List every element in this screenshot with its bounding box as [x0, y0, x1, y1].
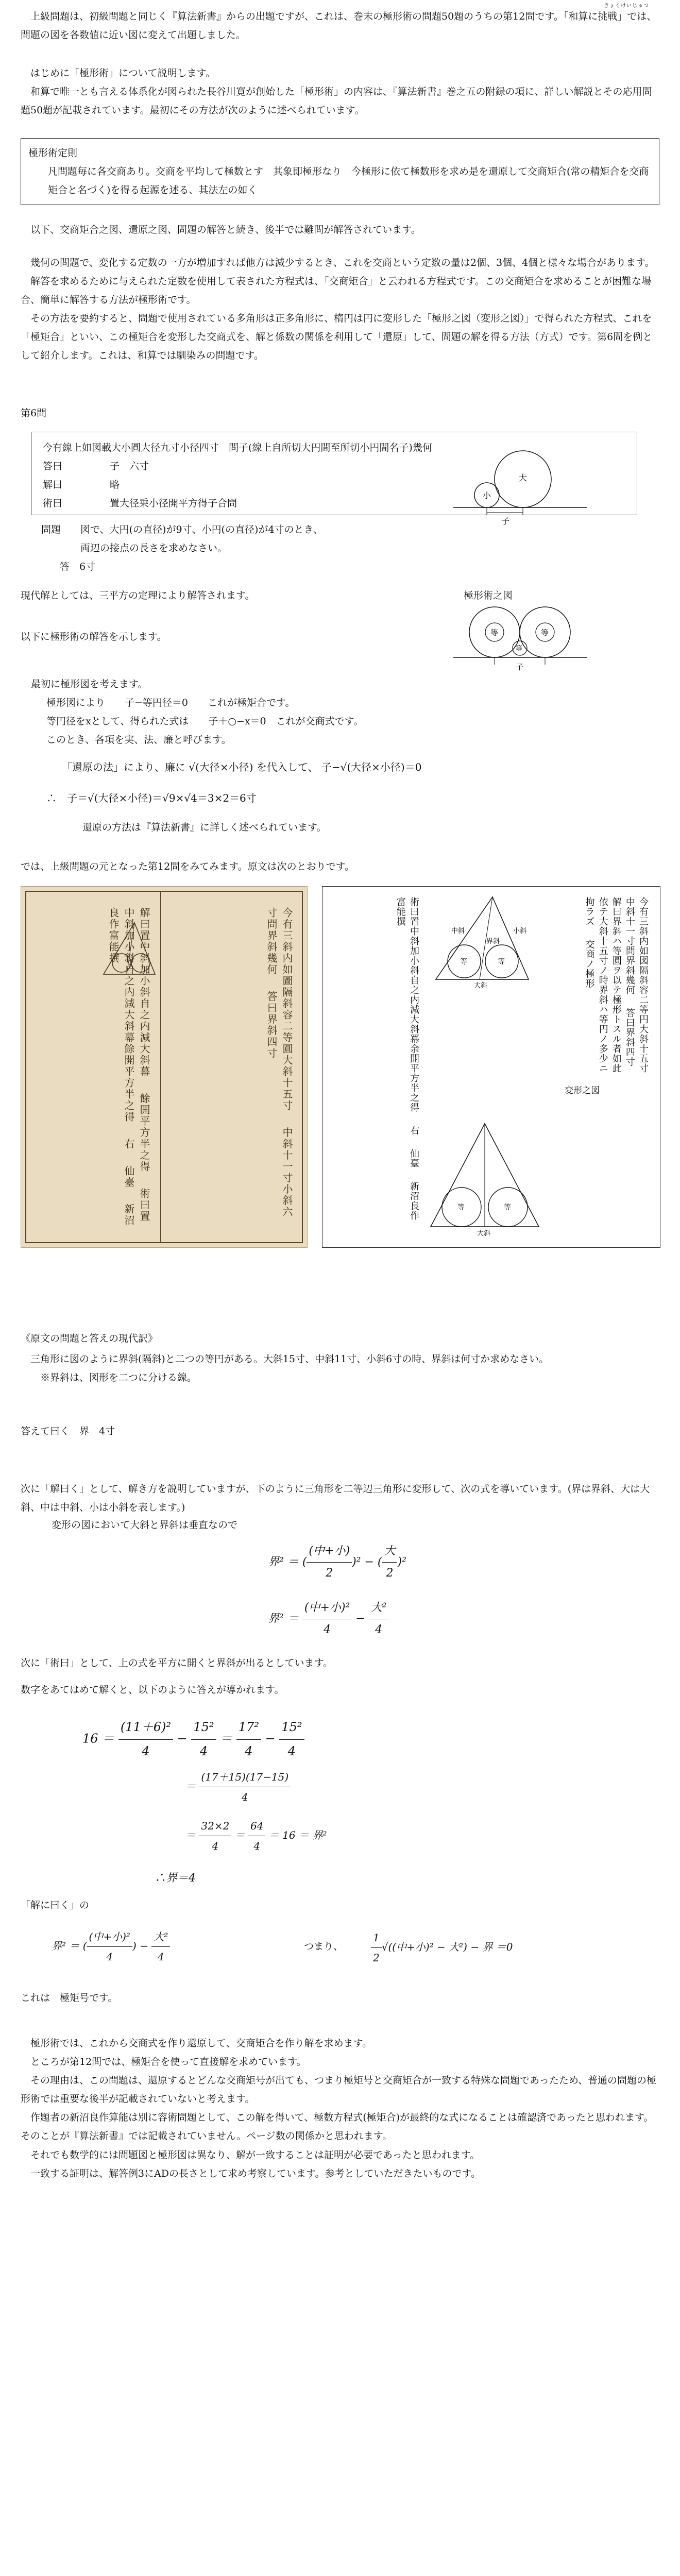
f8-zero: ＝0	[496, 1941, 513, 1953]
problem-answer: 答えて曰く 界 4寸	[21, 1426, 115, 1437]
intro-paragraph: はじめに「極形術」について説明します。	[30, 67, 216, 79]
trans-col: 新沼良作富能撰	[395, 897, 419, 1221]
explain-section-2	[21, 253, 659, 365]
modern-p1: 現代解としては、三平方の定理により解答されます。	[21, 590, 255, 601]
modern-p3: 最初に極形図を考えます。	[31, 679, 148, 690]
explain-paragraph: その方法を要約すると、問題で使用されている多角形は正多角形に、楕円は円に変形した「極形之図（変形之図）」で得られた方程式、これを「極矩合」といい、この極矩合を変形した交商式を、解と係数の関係を利用して「還原」して、問題の解を得る方法（方式）です。第6問を例として紹介します。これは、和算では馴染みの問題です。	[21, 313, 653, 362]
q6-method-key: 術曰	[43, 498, 63, 510]
q12-fig-big: 大斜	[474, 982, 488, 990]
trans-col: 解曰界斜ハ等圓ヲ以テ極形トスル者如此	[610, 897, 622, 1073]
intro-section-2	[21, 64, 659, 120]
problem-p1: 三角形に図のように界斜(隔斜)と二つの等円がある。大斜15寸、中斜11寸、小斜6寸の時、界斜は何寸か求めなさい。	[30, 1353, 549, 1365]
q6-answer-key: 答曰	[43, 461, 63, 472]
q12-intro: では、上級問題の元となった第12問をみてみます。原文は次のとおりです。	[21, 861, 355, 872]
f8-chu: 中	[396, 1941, 407, 1953]
f2-frac: $\frac{\text{(中+小)²}}{4}$	[302, 1597, 352, 1641]
modern-p4: 極形図により 子−等円径＝0 これが極矩合です。	[46, 697, 295, 709]
f1-dai: 大	[382, 1540, 397, 1563]
modern-r-big: 大径	[199, 761, 220, 773]
f3-11: 11	[125, 1720, 141, 1734]
solution-p1: 次に「解曰く」として、解き方を説明していますが、下のように三角形を二等辺三角形に変形して、次の式を導いています。(界は界斜、大は大斜、中は中斜、小は小斜を表します。)	[21, 1483, 650, 1514]
modern-r-small-2: 小径	[380, 761, 401, 773]
q12-fig-top: 界斜	[486, 938, 500, 945]
modern-p2: 以下に極形術の解答を示します。	[21, 631, 167, 642]
trans-col: 術曰置中斜加小斜自之内減大斜冪余開平方半之得	[409, 897, 419, 1112]
closing-p3: その理由は、この問題は、還原するとどんな交商矩号が出ても、つまり極矩号と交商矩合が一致する特殊な問題であったため、普通の問題の極形術では重要な後半が記載されていないと考えます。	[21, 2075, 657, 2105]
scan-col: 術曰置中斜加小斜自之内減大斜幕餘開平方半之得	[123, 907, 150, 1222]
f3-15: 15	[193, 1720, 209, 1734]
q12-figure-henkei	[426, 1118, 544, 1237]
f2-frac2: $\frac{\text{大²}}{4}$	[369, 1597, 389, 1641]
f3-den3: 4	[245, 1743, 253, 1758]
f1-chu: 中	[313, 1545, 325, 1557]
transcript-frame	[322, 886, 660, 1248]
scan-col: 新沼良作富能撰	[107, 907, 135, 1227]
modern-p8a: ∴ 子＝	[46, 792, 88, 804]
formula-4: ＝ $\frac{(17+15)(17-15)}{4}$	[185, 1767, 291, 1807]
f4-17: 17	[205, 1771, 218, 1783]
f1-den2: 2	[386, 1566, 394, 1580]
f7-dai: 大	[154, 1930, 164, 1943]
scan-col: 右	[123, 1138, 135, 1150]
solution-p5: これは 極矩号です。	[21, 1992, 118, 2004]
f1-frac: $\frac{\text{(中+小)}}{2}$	[307, 1540, 352, 1584]
modern-p6: このとき、各項を実、法、廉と呼びます。	[46, 734, 231, 746]
scan-gutter	[160, 891, 161, 1243]
explain-paragraph: 以下、交商矩合之図、還原之図、問題の解答と続き、後半では難問が解答されています。	[30, 224, 421, 235]
solution-kaini: 「解に曰く」の	[21, 1900, 90, 1911]
scan-col: 餘開平方半之得	[138, 1093, 150, 1173]
kyokukei-eq-mid: 等	[516, 645, 523, 653]
scan-text-left	[33, 907, 152, 1227]
closing-p1: 極形術では、これから交商式を作り還原して、交商矩合を作り解を求めます。	[30, 2038, 372, 2049]
intro-section	[21, 7, 659, 44]
closing-section	[21, 2034, 659, 2183]
f4-17b: 17	[249, 1771, 263, 1783]
solution-tsumari: つまり、	[304, 1941, 344, 1952]
explain-section	[21, 221, 659, 239]
trans-col: 答曰界斜四寸	[624, 1008, 635, 1067]
transcript-text-left	[333, 897, 420, 1227]
f3-15b: 15	[281, 1720, 297, 1734]
f3-17: 17	[238, 1720, 254, 1734]
f3-den4: 4	[287, 1743, 296, 1758]
f3-frac2: $\frac{\text{15²}}{4}$	[191, 1716, 216, 1763]
f5-64: 64	[248, 1816, 265, 1836]
q6-answer-value: 子 六寸	[110, 461, 149, 472]
solution-p3: 次に「術曰」として、上の式を平方に開くと界斜が出るとしています。	[21, 1657, 333, 1669]
modern-r-four: 4	[191, 792, 197, 804]
scan-col: 仙臺	[123, 1165, 135, 1188]
q6-problem-text-2: 両辺の接点の長さを求めなさい。	[80, 543, 228, 554]
modern-p9: 還原の方法は『算法新書』に詳しく述べられています。	[82, 822, 327, 833]
q6-label: 第6問	[21, 408, 47, 419]
f8-den: 2	[373, 1952, 380, 1964]
definition-text: 凡問題毎に各交商あり。交商を平均して極数とす 其象即極形なり 今極形に依て極数形を求め是を還原して交商矩合(常の精矩合を交商矩合と名づく)を得る起源を述る、其法左の如く	[48, 166, 649, 196]
f8-kai: 界	[482, 1941, 493, 1953]
f2-den: 4	[324, 1623, 331, 1636]
closing-p2: ところが第12問では、極矩合を使って直接解を求めています。	[30, 2056, 307, 2068]
q6-line1: 今有線上如図載大小圓大径九寸小径四寸 問子(線上自所切大円間至所切小円間名子)幾何	[43, 442, 432, 453]
q6-circles-figure	[453, 451, 587, 528]
formula-2: 界² ＝ $\frac{\text{(中+小)²}}{4}$ − $\frac{\text{大²}}{4}$	[268, 1597, 389, 1641]
f2-chu: 中	[309, 1601, 320, 1614]
q6-answer-modern: 答 6寸	[60, 561, 96, 573]
f2-dai: 大	[370, 1601, 382, 1614]
henkei-eq1: 等	[457, 1204, 465, 1212]
f4-den: 4	[241, 1791, 248, 1803]
trans-col: 中斜十一寸問界斜幾何	[624, 897, 635, 995]
problem-p2: ※界斜は、図形を二つに分ける線。	[40, 1372, 197, 1384]
modern-r-big-2: 大径	[351, 761, 372, 773]
explain-paragraph: 幾何の問題で、変化する定数の一方が増加すれば他方は減少するとき、これを交商という定数の量は2個、3個、4個と様々な場合があります。	[30, 257, 655, 268]
f7-den2: 4	[157, 1951, 164, 1963]
scan-col: 解曰置中斜加小斜自之内減大斜幕	[138, 907, 150, 1077]
formula-7: 界² ＝ ( $\frac{\text{(中+小)²}}{4}$ ) − $\frac{\text{大²}}{4}$	[52, 1927, 170, 1967]
problem-title: 《原文の問題と答えの現代訳》	[21, 1333, 158, 1344]
f7-kai: 界	[52, 1940, 62, 1952]
henkei-big: 大斜	[477, 1230, 491, 1238]
trans-col: 依テ大斜十五寸ノ時界斜ハ等円ノ多少ニ拘ラズ	[584, 897, 608, 1073]
formula-1: 界² ＝ ( $\frac{\text{(中+小)}}{2}$ )² − ( $\frac{\text{大}}{2}$ )²	[268, 1540, 406, 1584]
f1-kai: 界	[268, 1555, 280, 1569]
f5-2: 2	[223, 1820, 230, 1832]
q12-fig-small: 小斜	[513, 927, 527, 935]
definition-box	[21, 138, 659, 205]
scan-image	[21, 886, 308, 1248]
intro-paragraph: 和算で唯一とも言える体系化が図られた長谷川寛が創始した「極形術」の内容は、『算法新書』巻之五の附録の項に、詳しい解説とその応用問題50題が記載されています。最初にその方法が次のように述べられています。	[21, 86, 652, 116]
formula-3: 16 ＝ $\frac{\text{(11＋6)²}}{4}$ − $\frac{\text{15²}}{4}$ ＝ $\frac{\text{17²}}{4}$ − $\frac{\text{15²}}{4}$	[82, 1716, 304, 1763]
q6-solution-key: 解曰	[43, 479, 63, 491]
f3-6: 6	[153, 1720, 162, 1734]
f5-den: 4	[212, 1840, 219, 1852]
closing-p5: それでも数学的には問題図と極形図は異なり、解が一致することは証明が必要であったと思われます。	[30, 2149, 480, 2161]
scan-col: 今有三斜内如圖隔斜容二等圓大斜十五寸	[281, 907, 293, 1111]
q6-problem-text: 図で、大円(の直径)が9寸、小円(の直径)が4寸のとき、	[80, 524, 323, 535]
closing-p4: 作題者の新沼良作算能は別に容術問題として、この解を得いて、極数方程式(極矩合)が最終的な式になることは確認済であったと思われます。そのことが『算法新書』では記載されていません。ページ数の関係かと思われます。	[21, 2112, 654, 2142]
f8-sho: 小	[415, 1941, 426, 1953]
modern-r-nine: 9	[168, 792, 176, 804]
q6-solution-value: 略	[110, 479, 120, 491]
f5-frac2	[248, 1816, 265, 1856]
definition-title: 極形術定則	[28, 147, 78, 159]
trans-col: 右	[409, 1125, 419, 1136]
q6-child-label: 子	[501, 516, 510, 526]
modern-r-big-3: 大径	[98, 792, 119, 804]
problem-section	[21, 1350, 659, 1387]
explain-paragraph: 解答を求めるために与えられた定数を使用して表された方程式は、「交商矩合」と云われる方程式です。この交商矩合を求めることが困難な場合、簡単に解答する方法が極形術です。	[21, 276, 651, 306]
f3-frac4: $\frac{\text{15²}}{4}$	[279, 1716, 304, 1763]
q6-problem-key: 問題	[41, 524, 61, 535]
ruby-kyokukeijutsu: きょくけいじゅつ	[604, 3, 649, 9]
solution-p4: 数字をあてはめて解くと、以下のように答えが導かれます。	[21, 1684, 284, 1696]
henkei-eq2: 等	[504, 1204, 511, 1212]
f4-15: 15	[228, 1771, 242, 1783]
modern-steps	[31, 675, 670, 749]
modern-p7: 「還原の法」により、廉に √(大径×小径) を代入して、 子−√(大径×小径)＝0	[62, 761, 422, 773]
f2-sho: 小	[329, 1601, 341, 1614]
modern-p7b: を代入して、	[256, 761, 318, 773]
f1-den: 2	[326, 1566, 333, 1580]
modern-p7a: 「還原の法」により、廉に	[62, 761, 185, 773]
solution-p2: 変形の図において大斜と界斜は垂直なので	[52, 1519, 238, 1531]
f2-kai: 界	[268, 1612, 280, 1625]
trans-col: 今有三斜内如図隔斜容二等円大斜十五寸	[638, 897, 649, 1073]
f7-frac2: $\frac{\text{大²}}{4}$	[151, 1927, 170, 1967]
intro-paragraph: 上級問題は、初級問題と同じく『算法新書』からの出題ですが、これは、巻末の極形術の問題50題のうちの第12問です。「和算に挑戦」では、問題の図を各数値に近い図に変えて出題しました。	[21, 11, 657, 41]
trans-col: 交商ノ極形	[584, 939, 595, 989]
modern-r-child: 子	[321, 761, 332, 773]
scan-col: 中斜十一寸小斜六寸問界斜幾何	[265, 907, 293, 1218]
q6-big-label: 大	[519, 473, 528, 483]
f5-32: 32	[201, 1820, 214, 1832]
modern-p5: 等円径をxとして、得られた式は 子＋○−x＝0 これが交商式です。	[46, 716, 364, 727]
f5-kai: 界	[312, 1829, 323, 1841]
f7-sho: 小	[112, 1930, 123, 1943]
f2-den2: 4	[375, 1623, 383, 1636]
formula-5: ＝ $\frac{32\times 2}{4}$ ＝ $\frac{64}{4}$ ＝ 16 ＝ 界²	[185, 1816, 327, 1856]
f8-frac: $\frac{1}{2}$	[371, 1928, 382, 1968]
f3-den1: 4	[142, 1743, 150, 1758]
f7-den: 4	[106, 1951, 113, 1963]
modern-r-small-3: 小径	[127, 792, 148, 804]
kyokukei-eq-left: 等	[490, 628, 499, 637]
f7-chu: 中	[93, 1930, 104, 1943]
f3-frac3: $\frac{\text{17²}}{4}$	[236, 1716, 261, 1763]
closing-p6: 一致する証明は、解答例3にADの長さとして求め考察しています。参考としていただきたいものです。	[30, 2167, 481, 2179]
f3-16: 16	[82, 1731, 98, 1746]
f1-frac2	[382, 1540, 397, 1584]
q12-henkei-label: 変形之図	[565, 1086, 600, 1096]
f7-frac: $\frac{\text{(中+小)²}}{4}$	[87, 1927, 132, 1967]
q6-problem	[41, 520, 680, 576]
q6-small-label: 小	[483, 490, 491, 500]
q12-fig-mid: 中斜	[451, 927, 465, 935]
kyokukei-fig-title: 極形術之図	[464, 590, 513, 601]
q12-fig-eq2: 等	[498, 958, 505, 966]
f5-den2: 4	[253, 1840, 261, 1852]
f4-frac: $\frac{(17+15)(17-15)}{4}$	[199, 1767, 291, 1807]
kyokukei-eq-right: 等	[541, 628, 549, 637]
f3-den2: 4	[199, 1743, 208, 1758]
formula-6: ∴界＝4	[155, 1872, 196, 1885]
f5-frac: $\frac{32\times 2}{4}$	[199, 1816, 231, 1856]
formula-8: $\frac{1}{2}$ √((中+小)² − 大²) − 界 ＝0	[371, 1928, 513, 1968]
scan-text-right	[171, 907, 295, 1227]
modern-r-small: 小径	[228, 761, 249, 773]
f1-sho: 小	[334, 1545, 346, 1557]
q12-fig-eq1: 等	[460, 958, 467, 966]
scan-col: 答曰界斜四寸	[265, 991, 278, 1059]
f5-16: 16	[282, 1829, 296, 1841]
kyokukei-child: 子	[516, 663, 524, 672]
modern-p8: ∴ 子＝√(大径×小径)＝√9×√4＝3×2＝6寸	[46, 792, 257, 804]
f3-frac1: $\frac{\text{(11＋6)²}}{4}$	[118, 1716, 173, 1763]
f8-dai: 大	[449, 1941, 460, 1953]
modern-p8b: ＝3×2＝6寸	[197, 792, 257, 804]
f4-15b: 15	[271, 1771, 285, 1783]
q6-method-value: 置大径乗小径開平方得子合問	[110, 498, 237, 510]
trans-col: 仙臺	[409, 1148, 419, 1168]
q12-figure-top	[431, 892, 534, 990]
